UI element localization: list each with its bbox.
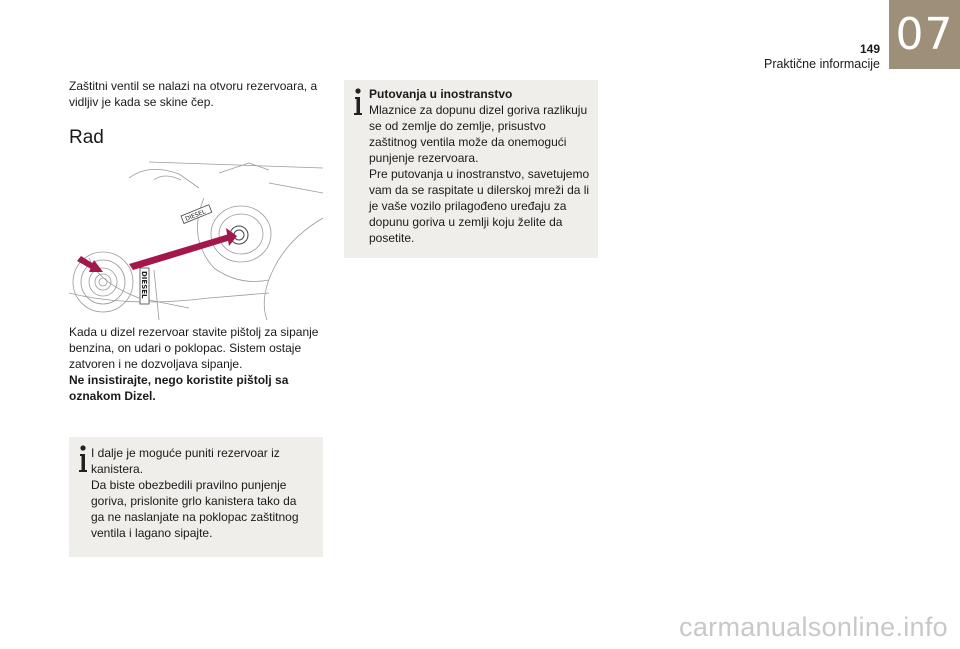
page-number: 149 (859, 42, 880, 56)
body-bold-text: Ne insistirajte, nego koristite pištolj sa oznakom Dizel. (69, 373, 289, 403)
cap-diesel-label: DIESEL (184, 208, 207, 223)
info-right-line2: Pre putovanja u inostranstvo, savetujemo vam da se raspitate u dilerskoj mreži da li je vaše vozilo prilagođeno uređaju za dopunu goriva u zemlji koju želite da posetite. (369, 167, 590, 245)
side-diesel-label: DIESEL (140, 271, 148, 299)
info-left-line2: Da biste obezbedili pravilno punjenje goriva, prislonite grlo kanistera tako da ga ne naslanjate na poklopac zaštitnog ventila i lagano sipajte. (91, 478, 299, 540)
watermark: carmanualsonline.info (679, 612, 948, 642)
info-left-line1: I dalje je moguće puniti rezervoar iz kanistera. (91, 446, 280, 476)
info-box-travel (344, 80, 598, 258)
info-box-travel-content (369, 86, 591, 246)
info-icon (77, 445, 89, 473)
chapter-tab (889, 0, 960, 69)
body-text: Kada u dizel rezervoar stavite pištolj za sipanje benzina, on udari o poklopac. Sistem ostaje zatvoren i ne dozvoljava sipanje. (69, 325, 319, 371)
fuel-filler-illustration (69, 158, 323, 320)
info-box-canister-content (91, 445, 309, 541)
info-icon (352, 88, 364, 116)
main-arrow (129, 234, 231, 270)
info-right-line1: Mlaznice za dopunu dizel goriva razlikuju se od zemlje do zemlje, prisustvo zaštitnog ventila može da onemogući punjenje rezervoara. (369, 103, 588, 165)
intro-paragraph: Zaštitni ventil se nalazi na otvoru rezervoara, a vidljiv je kada se skine čep. (69, 79, 318, 109)
info-right-title: Putovanja u inostranstvo (369, 87, 513, 101)
section-heading: Rad (69, 127, 104, 148)
info-box-canister (69, 437, 323, 557)
chapter-number: 07 (895, 9, 954, 60)
body-paragraph (69, 324, 331, 404)
section-title: Praktične informacije (763, 57, 880, 71)
